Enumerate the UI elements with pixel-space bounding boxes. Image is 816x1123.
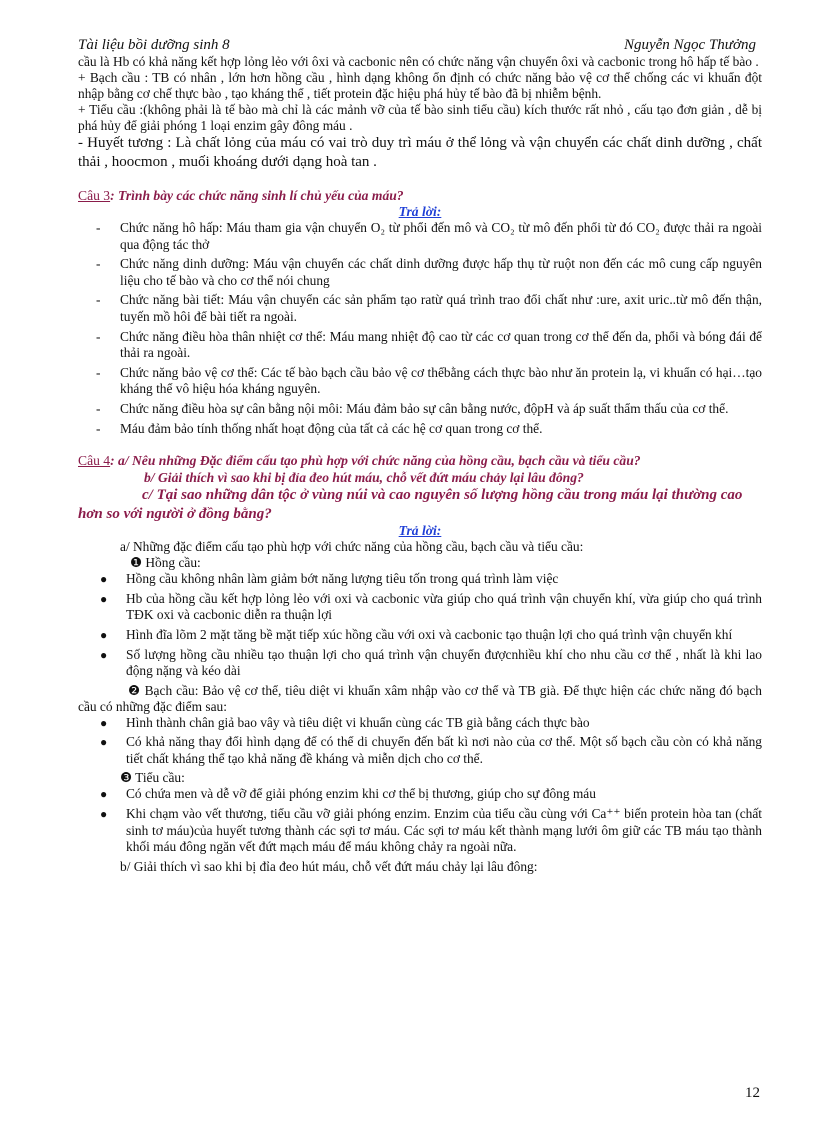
list-item: ● Số lượng hồng cầu nhiều tạo thuận lợi cho quá trình vận chuyển đượcnhiều khí cho nhu cầu cơ thể , nhất là khi lao động nặng và kéo dài	[100, 646, 762, 679]
page-header	[78, 36, 762, 54]
section-red-cells: ❶ Hồng cầu:	[130, 555, 201, 571]
list-item: ● Hình đĩa lõm 2 mặt tăng bề mặt tiếp xúc hồng cầu với oxi và cacbonic tạo thuận lợi cho quá trình vận chuyển khí	[100, 626, 733, 642]
header-author: Nguyễn Ngọc Thưởng	[623, 37, 756, 53]
function-list	[78, 220, 762, 437]
section-platelets: ❸ Tiểu cầu:	[120, 770, 185, 786]
intro-paragraph: + Bạch cầu : TB có nhân , lớn hơn hồng cầu , hình dạng không ổn định có chức năng bảo vệ cơ thể chống các vi khuẩn đột nhập bằng cơ chế thực bào , tạo kháng thể , tiết protein đặc hiệu phá hủy tế bào đã bị nhiễm bệnh.	[78, 70, 762, 101]
answer-heading: Trả lời:	[398, 204, 442, 219]
list-item: - Chức năng điều hòa thân nhiệt cơ thể: Máu mang nhiệt độ cao từ các cơ quan trong cơ thể đến da, phổi và bóng đái để thải ra ngoài.	[96, 328, 762, 361]
list-item: ● Hb của hồng cầu kết hợp lỏng lẻo với oxi và cacbonic vừa giúp cho quá trình vận chuyển khí, vừa giúp cho quá trình TĐK oxi và cacbonic diễn ra thuận lợi	[100, 590, 762, 623]
list-item: - Chức năng bài tiết: Máu vận chuyển các sản phẩm tạo ratừ quá trình trao đổi chất như :ure, axit uric..từ mô đến thận, tuyến mồ hôi để bài tiết ra ngoài.	[96, 292, 762, 324]
section-white-cells: ❷ Bạch cầu: Bảo vệ cơ thể, tiêu diệt vi khuẩn xâm nhập vào cơ thể và TB già. Để thực hiện các chức năng đó bạch cầu có những đặc điểm sau:	[78, 682, 762, 714]
platelet-list	[78, 786, 762, 855]
intro-paragraph: + Tiểu cầu :(không phải là tế bào mà chỉ là các mảnh vỡ của tế bào sinh tiểu cầu) kích thước rất nhỏ , cấu tạo đơn giản , dễ bị phá hủy để giải phóng 1 loại enzim gây đông máu .	[78, 102, 762, 133]
question-text: : a/ Nêu những Đặc điểm cấu tạo phù hợp với chức năng của hồng cầu, bạch cầu và tiểu cầu?	[110, 453, 641, 469]
question-label: Câu 4	[78, 453, 111, 469]
list-item: - Chức năng dinh dưỡng: Máu vận chuyển các chất dinh dưỡng được hấp thụ từ ruột non đến các mô cung cấp nguyên liệu cho tế bào và cho cơ thể nói chung	[96, 256, 762, 288]
header-title: Tài liệu bồi dưỡng sinh 8	[78, 37, 230, 53]
answer-b-heading: b/ Giải thích vì sao khi bị đỉa đeo hút máu, chỗ vết đứt máu chảy lại lâu đông:	[120, 858, 538, 874]
list-item: ● Có chứa men và dễ vỡ để giải phóng enzim khi cơ thể bị thương, giúp cho sự đông máu	[100, 786, 596, 802]
list-item: - Máu đảm bảo tính thống nhất hoạt động của tất cả các hệ cơ quan trong cơ thể.	[96, 420, 543, 436]
white-cell-list	[78, 715, 762, 768]
question-4a	[78, 452, 762, 469]
document-page	[78, 36, 762, 875]
answer-heading: Trả lời:	[398, 523, 442, 539]
question-3	[78, 187, 762, 204]
list-item: ● Hồng cầu không nhân làm giảm bớt năng lượng tiêu tốn trong quá trình làm việc	[100, 571, 559, 587]
intro-paragraph: - Huyết tương : Là chất lỏng của máu có vai trò duy trì máu ở thể lỏng và vận chuyển các chất dinh dưỡng , chất thải , hoocmon , muối khoáng dưới dạng hoà tan .	[78, 135, 762, 170]
list-item: ● Có khả năng thay đổi hình dạng để có thể di chuyển đến bất kì nơi nào của cơ thể. Một số bạch cầu còn có khả năng tiết chất kháng thể tạo khả năng đề kháng và miễn dịch cho cơ thể.	[100, 734, 762, 766]
question-4b: b/ Giải thích vì sao khi bị đỉa đeo hút máu, chỗ vết đứt máu chảy lại lâu đông?	[144, 470, 584, 486]
red-cell-list	[78, 571, 762, 680]
list-item: - Chức năng bảo vệ cơ thể: Các tế bào bạch cầu bảo vệ cơ thểbằng cách thực bào như ăn protein lạ, vi khuẩn có hại…tạo kháng thể vô hiệu hóa kháng nguyên.	[96, 364, 762, 397]
answer-intro: a/ Những đặc điểm cấu tạo phù hợp với chức năng của hồng cầu, bạch cầu và tiểu cầu:	[120, 539, 584, 555]
list-item: ● Khi chạm vào vết thương, tiểu cầu vỡ giải phóng enzim. Enzim của tiểu cầu cùng với Ca⁺⁺ biến protein hòa tan (chất sinh tơ máu)của huyết tương thành các sợi tơ máu. Các sợi tơ máu kết thành mạng lưới ôm giữ các TB máu tạo thành khối máu đông ngăn vết đứt mạch máu để máu không chảy ra ngoài nữa.	[100, 806, 762, 855]
list-item: ● Hình thành chân giả bao vây và tiêu diệt vi khuẩn cùng các TB già bằng cách thực bào	[100, 714, 590, 730]
list-item: - Chức năng hô hấp: Máu tham gia vận chuyển O₂ từ phổi đến mô và CO₂ từ mô đến phổi từ đó CO₂ được thải ra ngoài qua động tác thở	[96, 220, 762, 252]
list-item: - Chức năng điều hòa sự cân bằng nội môi: Máu đảm bảo sự cân bằng nước, độpH và áp suất thẩm thấu của cơ thể.	[96, 400, 729, 416]
intro-paragraph: cầu là Hb có khả năng kết hợp lỏng lẻo với ôxi và cacbonic nên có chức năng vận chuyển ôxi và cacbonic trong hô hấp tế bào .	[78, 54, 759, 69]
question-label: Câu 3	[78, 188, 111, 203]
question-text: : Trình bày các chức năng sinh lí chủ yếu của máu?	[110, 188, 404, 203]
question-4c: c/ Tại sao những dân tộc ở vùng núi và cao nguyên số lượng hồng cầu trong máu lại thường cao hơn so với người ở đồng bằng?	[78, 487, 743, 522]
page-number: 12	[745, 1085, 760, 1101]
